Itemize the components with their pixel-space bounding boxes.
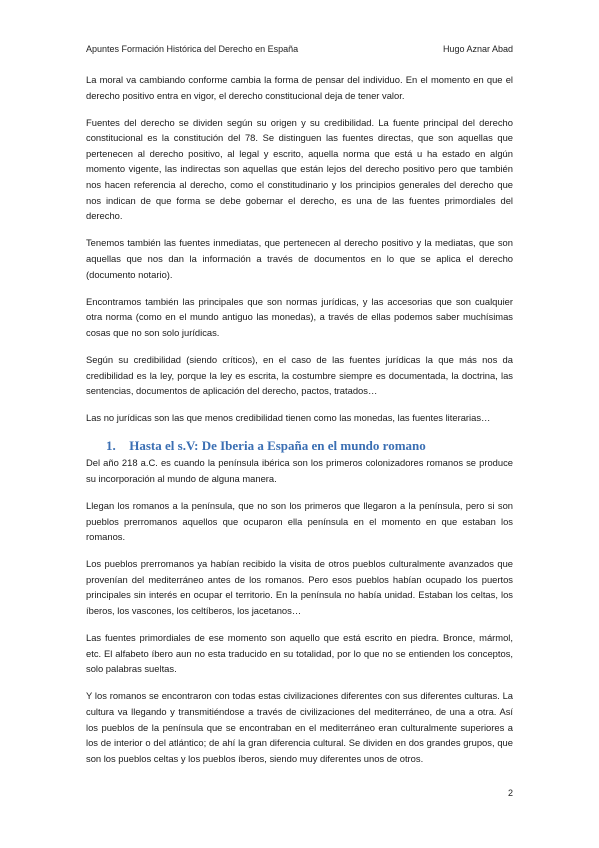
paragraph: Según su credibilidad (siendo críticos), en el caso de las fuentes jurídicas la que más nos da credibilidad es la ley, porque la ley es escrita, la costumbre siempre es documentada, la doctrina, las sentencias, documentos de aplicación del derecho, pactos, tratados… bbox=[86, 353, 513, 397]
section-number: 1. bbox=[106, 438, 116, 454]
section-title: Hasta el s.V: De Iberia a España en el mundo romano bbox=[129, 438, 426, 454]
paragraph: Las fuentes primordiales de ese momento son aquello que está escrito en piedra. Bronce, mármol, etc. El alfabeto íbero aun no esta traducido en su totalidad, por lo que no se entienden los conceptos, solo palabras sueltas. bbox=[86, 632, 513, 675]
page-number: 2 bbox=[507, 788, 513, 798]
paragraph: Llegan los romanos a la península, que no son los primeros que llegaron a la península, pero si son pueblos prerromanos aquellos que ocuparon ella península en el momento en que estaban los romanos. bbox=[86, 499, 513, 543]
paragraph: Las no jurídicas son las que menos credibilidad tienen como las monedas, las fuentes literarias… bbox=[86, 412, 491, 424]
header-document-title: Apuntes Formación Histórica del Derecho en España bbox=[86, 44, 299, 54]
paragraph: Tenemos también las fuentes inmediatas, que pertenecen al derecho positivo y la mediatas, que son aquellas que nos dan la información a través de documentos en lo que se aplica el derecho (documento notario). bbox=[86, 237, 513, 280]
paragraph: Fuentes del derecho se dividen según su origen y su credibilidad. La fuente principal del derecho constitucional es la constitución del 78. Se distinguen las fuentes directas, que son aquellas que pertenecen al derecho positivo, al legal y escrito, aquella norma que está u ha estado en algún momento vigente, las indirectas son aquellas que están lejos del derecho positivo pero que también nos hacen referencia al derecho, como el constitudinario y los principios generales del derecho que nos indican de que forma se debe gobernar el derecho, es una de las fuentes primordiales del derecho. bbox=[86, 116, 513, 222]
paragraph: Y los romanos se encontraron con todas estas civilizaciones diferentes con sus diferentes culturas. La cultura va llegando y transmitiéndose a través de civilizaciones del mediterráneo, de una a otra. Así los pueblos de la península que se encontraban en el mediterráneo eran culturalmente superiores a los de interior o del atlántico; de ahí la gran diferencia cultural. Se dividen en dos grandes grupos, que son los pueblos celtas y los pueblos íberos, siendo muy diferentes unos de otros. bbox=[86, 690, 513, 764]
header-author: Hugo Aznar Abad bbox=[442, 44, 513, 54]
page-header bbox=[86, 44, 513, 58]
section-heading bbox=[86, 437, 513, 455]
paragraph: Los pueblos prerromanos ya habían recibido la visita de otros pueblos culturalmente avanzados que provenían del mediterráneo antes de los romanos. Pero esos pueblos habían ocupado los puertos principales sin interés en ocupar el territorio. En la península no había unidad. Estaban los celtas, los íberos, los vascones, los celtíberos, los jacetanos… bbox=[86, 558, 513, 617]
page-content bbox=[86, 72, 513, 778]
paragraph: Encontramos también las principales que son normas jurídicas, y las accesorias que son cualquier otra norma (como en el mundo antiguo las monedas), a través de ellas podemos saber muchísimas cosas que no son solo jurídicas. bbox=[86, 295, 513, 338]
paragraph: La moral va cambiando conforme cambia la forma de pensar del individuo. En el momento en que el derecho positivo entra en vigor, el derecho constitucional deja de tener valor. bbox=[86, 74, 513, 101]
paragraph: Del año 218 a.C. es cuando la península ibérica son los primeros colonizadores romanos se produce su incorporación al mundo de alguna manera. bbox=[86, 457, 513, 484]
